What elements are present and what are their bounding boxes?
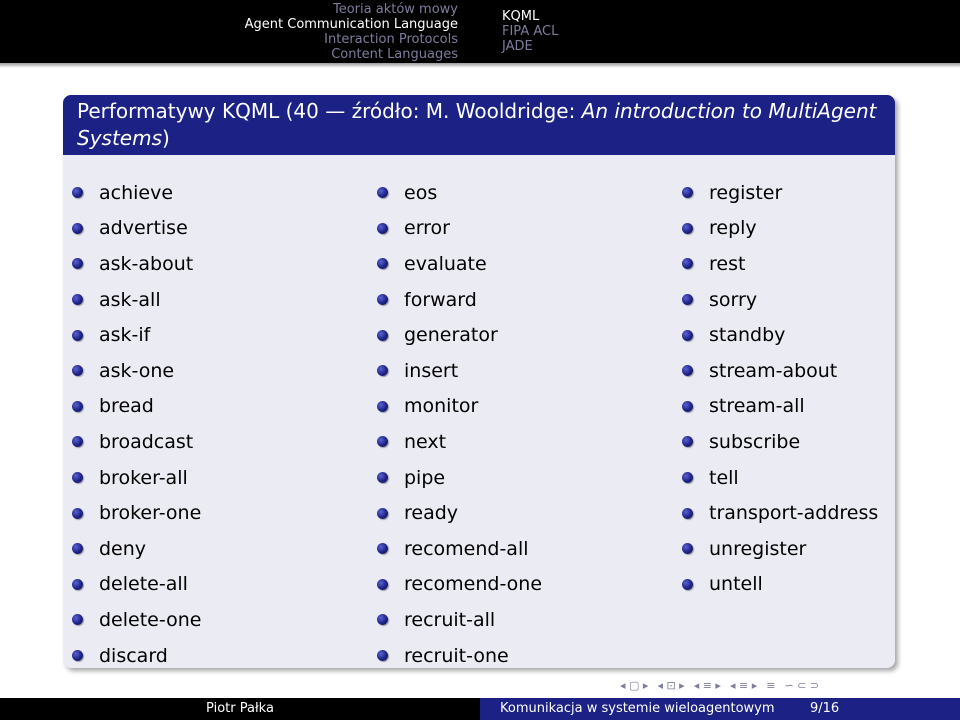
- performative-label: register: [709, 181, 783, 204]
- section-link-2[interactable]: Interaction Protocols: [324, 31, 458, 47]
- performative-label: discard: [99, 644, 168, 667]
- performative-item: [682, 282, 878, 318]
- block-title-prefix: Performatywy KQML (40 — źródło: M. Wooldridge:: [77, 99, 582, 123]
- performative-label: achieve: [99, 181, 174, 204]
- performative-item: [377, 282, 542, 318]
- performative-label: recomend-all: [404, 537, 529, 560]
- performative-label: broker-all: [99, 466, 188, 489]
- performative-item: [377, 495, 542, 531]
- performative-item: [377, 602, 542, 638]
- performative-item: [377, 638, 542, 668]
- bullet-icon: [682, 472, 693, 483]
- bullet-icon: [377, 401, 388, 412]
- performative-label: deny: [99, 537, 147, 560]
- beamer-navigation: [620, 678, 950, 692]
- performative-label: recruit-all: [404, 608, 496, 631]
- bullet-icon: [377, 294, 388, 305]
- performative-item: [377, 460, 542, 496]
- content-block: [63, 95, 895, 668]
- section-link-0[interactable]: Teoria aktów mowy: [333, 1, 458, 17]
- bullet-icon: [682, 365, 693, 376]
- bullet-icon: [377, 436, 388, 447]
- bullet-icon: [72, 330, 83, 341]
- performative-label: reply: [709, 217, 757, 240]
- performative-label: next: [404, 430, 447, 453]
- performative-label: delete-one: [99, 608, 202, 631]
- performative-label: ask-one: [99, 359, 175, 382]
- headline-bar: [0, 0, 960, 63]
- subsection-link-1[interactable]: FIPA ACL: [502, 24, 559, 39]
- section-nav: [0, 0, 480, 63]
- performative-label: advertise: [99, 217, 188, 240]
- bullet-icon: [682, 258, 693, 269]
- bullet-icon: [377, 330, 388, 341]
- footer-author: Piotr Pałka: [206, 701, 274, 716]
- performative-item: [377, 424, 542, 460]
- performative-item: [72, 495, 201, 531]
- bullet-icon: [72, 472, 83, 483]
- nav-search-icon[interactable]: ∽ ⊂ ⊃: [784, 678, 820, 692]
- section-link-3[interactable]: Content Languages: [331, 46, 458, 62]
- footer-page-number: 9/16: [810, 698, 960, 720]
- performative-item: [72, 317, 201, 353]
- performative-label: monitor: [404, 395, 479, 418]
- bullet-icon: [72, 365, 83, 376]
- performative-column-1: [72, 175, 201, 668]
- performative-item: [72, 389, 201, 425]
- performative-label: ask-if: [99, 324, 151, 347]
- performative-item: [377, 175, 542, 211]
- performative-item: [682, 531, 878, 567]
- performative-item: [682, 424, 878, 460]
- bullet-icon: [72, 258, 83, 269]
- performative-item: [377, 246, 542, 282]
- bullet-icon: [682, 223, 693, 234]
- bullet-icon: [72, 543, 83, 554]
- performative-label: untell: [709, 573, 763, 596]
- performative-label: subscribe: [709, 430, 801, 453]
- performative-label: ask-about: [99, 252, 194, 275]
- nav-section-alt-icon[interactable]: ◂ ≡ ▸: [729, 678, 758, 692]
- performative-label: standby: [709, 324, 786, 347]
- bullet-icon: [682, 401, 693, 412]
- performative-item: [682, 567, 878, 603]
- bullet-icon: [682, 436, 693, 447]
- performative-label: sorry: [709, 288, 758, 311]
- performative-item: [682, 389, 878, 425]
- nav-doc-icon[interactable]: ≡: [766, 678, 776, 692]
- performative-label: recomend-one: [404, 573, 543, 596]
- performative-item: [72, 282, 201, 318]
- performative-item: [72, 175, 201, 211]
- performative-item: [377, 531, 542, 567]
- block-body: [63, 155, 895, 668]
- performative-item: [682, 317, 878, 353]
- bullet-icon: [682, 294, 693, 305]
- section-link-1[interactable]: Agent Communication Language: [244, 16, 458, 32]
- performative-item: [377, 353, 542, 389]
- performative-label: bread: [99, 395, 154, 418]
- performative-label: broadcast: [99, 430, 194, 453]
- performative-item: [682, 211, 878, 247]
- performative-item: [682, 246, 878, 282]
- performative-label: transport-address: [709, 502, 879, 525]
- performative-label: ask-all: [99, 288, 161, 311]
- bullet-icon: [377, 258, 388, 269]
- bullet-icon: [377, 187, 388, 198]
- performative-item: [377, 567, 542, 603]
- performative-label: stream-all: [709, 395, 805, 418]
- performative-label: recruit-one: [404, 644, 509, 667]
- performative-item: [72, 211, 201, 247]
- performative-item: [72, 246, 201, 282]
- performative-item: [72, 531, 201, 567]
- performative-label: rest: [709, 252, 746, 275]
- bullet-icon: [682, 330, 693, 341]
- performative-item: [377, 389, 542, 425]
- bullet-icon: [682, 508, 693, 519]
- footline-bar: [0, 698, 960, 720]
- nav-frame-icon[interactable]: ◂ ▢ ▸: [620, 678, 649, 692]
- bullet-icon: [72, 436, 83, 447]
- bullet-icon: [377, 472, 388, 483]
- footer-title: Komunikacja w systemie wieloagentowym: [480, 698, 810, 720]
- performative-label: insert: [404, 359, 459, 382]
- performative-column-3: [682, 175, 878, 602]
- bullet-icon: [682, 543, 693, 554]
- performative-item: [72, 602, 201, 638]
- performative-label: evaluate: [404, 252, 487, 275]
- performative-label: ready: [404, 502, 459, 525]
- bullet-icon: [377, 543, 388, 554]
- performative-item: [377, 317, 542, 353]
- performative-item: [682, 353, 878, 389]
- subsection-link-2[interactable]: JADE: [502, 39, 533, 54]
- performative-label: error: [404, 217, 450, 240]
- bullet-icon: [377, 579, 388, 590]
- bullet-icon: [377, 365, 388, 376]
- subsection-link-0[interactable]: KQML: [502, 9, 540, 24]
- bullet-icon: [377, 223, 388, 234]
- performative-label: forward: [404, 288, 477, 311]
- bullet-icon: [72, 294, 83, 305]
- block-title-book: An introduction to MultiAgent Systems: [77, 99, 877, 150]
- performative-item: [72, 638, 201, 668]
- performative-label: tell: [709, 466, 739, 489]
- bullet-icon: [72, 614, 83, 625]
- performative-label: eos: [404, 181, 438, 204]
- nav-subsection-icon[interactable]: ◂ ⊡ ▸: [657, 678, 685, 692]
- performative-label: unregister: [709, 537, 807, 560]
- bullet-icon: [377, 614, 388, 625]
- performative-column-2: [377, 175, 542, 668]
- bullet-icon: [72, 223, 83, 234]
- performative-item: [682, 175, 878, 211]
- bullet-icon: [72, 401, 83, 412]
- bullet-icon: [72, 579, 83, 590]
- bullet-icon: [72, 650, 83, 661]
- performative-item: [377, 211, 542, 247]
- performative-label: stream-about: [709, 359, 838, 382]
- performative-item: [72, 460, 201, 496]
- performative-item: [682, 460, 878, 496]
- bullet-icon: [72, 508, 83, 519]
- performative-label: generator: [404, 324, 498, 347]
- bullet-icon: [682, 187, 693, 198]
- performative-item: [72, 353, 201, 389]
- headline-shadow: [0, 63, 960, 68]
- bullet-icon: [377, 650, 388, 661]
- block-title-suffix: ): [162, 126, 170, 150]
- performative-label: pipe: [404, 466, 446, 489]
- bullet-icon: [682, 579, 693, 590]
- performative-item: [72, 424, 201, 460]
- block-title: [63, 95, 895, 155]
- performative-item: [72, 567, 201, 603]
- nav-section-icon[interactable]: ◂ ≡ ▸: [693, 678, 721, 692]
- performative-item: [682, 495, 878, 531]
- performative-label: broker-one: [99, 502, 202, 525]
- subsection-nav: [480, 0, 960, 63]
- performative-label: delete-all: [99, 573, 188, 596]
- bullet-icon: [72, 187, 83, 198]
- bullet-icon: [377, 508, 388, 519]
